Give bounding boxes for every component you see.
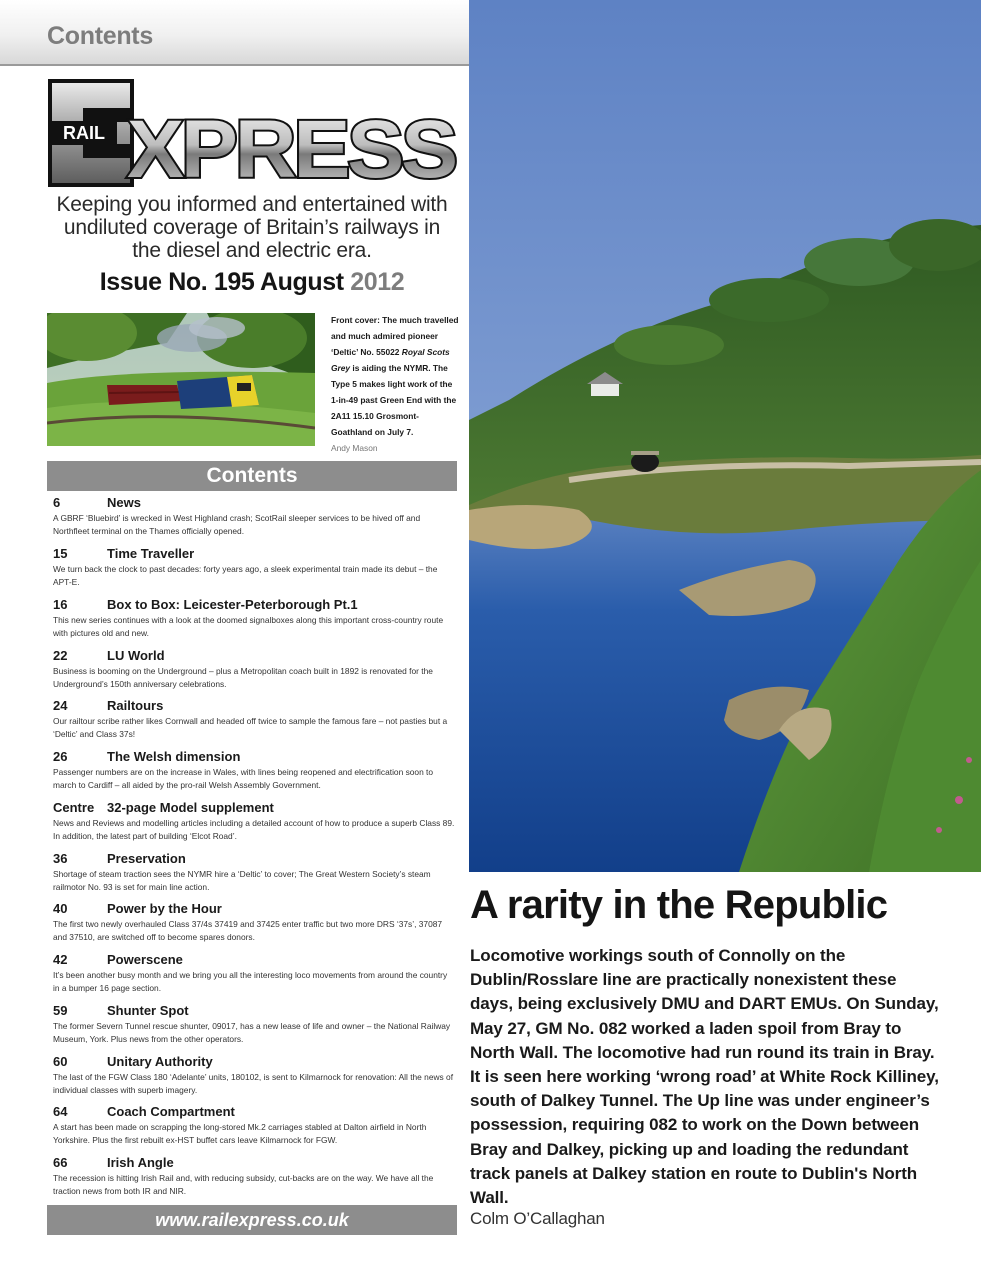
- entry-desc: The last of the FGW Class 180 ‘Adelante’ units, 180102, is sent to Kilmarnock for renovation: All the news of individual classes with superb imagery.: [53, 1072, 454, 1095]
- contents-heading: Contents: [47, 461, 457, 491]
- entry-desc: It’s been another busy month and we bring you all the interesting loco movements from around the country in a bumper 16 page section.: [53, 970, 448, 993]
- entry-desc: Our railtour scribe rather likes Cornwall and headed off twice to sample the famous fare – not pasties but a ‘Deltic’ and Class 37s!: [53, 716, 448, 739]
- entry-desc: The former Severn Tunnel rescue shunter, 09017, has a new lease of life and owner – the National Railway Museum, York. Plus news from the other operators.: [53, 1021, 451, 1044]
- feature-body: Locomotive workings south of Connolly on the Dublin/Rosslare line are practically nonexistent these days, being exclusively DMU and DART EMUs. On Sunday, May 27, GM No. 082 worked a laden spoil from Bray to North Wall. The locomotive had run round its train in Bray. It is seen here working ‘wrong road’ at White Rock Killiney, south of Dalkey Tunnel. The Up line was under engineer’s possession, requiring 082 to work on the Down between Bray and Dalkey, picking up and loading the redundant track panels at Dalkey station en route to Dublin's North Wall.: [470, 946, 939, 1208]
- cover-caption-text: Front cover: The much travelled and much admired pioneer ‘Deltic’ No. 55022: [331, 315, 459, 357]
- contents-entry[interactable]: [53, 597, 455, 640]
- contents-entry[interactable]: [53, 851, 455, 894]
- contents-entry[interactable]: [53, 1104, 455, 1147]
- entry-page: 60: [53, 1054, 68, 1069]
- cover-caption-text-2: is aiding the NYMR. The Type 5 makes light work of the 1-in-49 past Green End with the 2A11 15.10 Grosmont-Goathland on July 7.: [331, 363, 457, 437]
- issue-line: [47, 268, 457, 297]
- entry-page: 36: [53, 851, 68, 866]
- entry-title: LU World: [107, 648, 165, 663]
- contents-entry[interactable]: [53, 698, 455, 741]
- entry-page: 59: [53, 1003, 68, 1018]
- entry-title: Irish Angle: [107, 1155, 174, 1170]
- entry-title: News: [107, 495, 141, 510]
- svg-text:XPRESS: XPRESS: [127, 104, 456, 190]
- cover-caption: [331, 312, 459, 456]
- contents-entry[interactable]: [53, 901, 455, 944]
- contents-entry[interactable]: [53, 749, 455, 792]
- entry-title: Power by the Hour: [107, 901, 222, 916]
- entry-desc: We turn back the clock to past decades: forty years ago, a sleek experimental train made its debut – the APT-E.: [53, 564, 438, 587]
- section-header: [0, 0, 469, 66]
- entry-title: The Welsh dimension: [107, 749, 241, 764]
- cover-photo: [47, 313, 315, 446]
- entry-page: 22: [53, 648, 68, 663]
- entry-page: 16: [53, 597, 68, 612]
- entry-desc: Business is booming on the Underground – plus a Metropolitan coach built in 1892 is renovated for the Underground’s 150th anniversary celebrations.: [53, 666, 433, 689]
- entry-desc: The recession is hitting Irish Rail and, with reducing subsidy, cut-backs are on the way. We have all the traction news from both IR and NIR.: [53, 1173, 434, 1196]
- feature-photo: [469, 0, 981, 872]
- feature-headline: A rarity in the Republic: [470, 883, 888, 927]
- contents-entry[interactable]: [53, 952, 455, 995]
- entry-desc: A start has been made on scrapping the long-stored Mk.2 carriages stabled at Dalton airfield in North Yorkshire. Plus the first rebuilt ex-HST buffet cars leave Kilmarnock for FGW.: [53, 1122, 427, 1145]
- contents-list: [47, 495, 457, 1203]
- entry-title: Time Traveller: [107, 546, 195, 561]
- contents-entry[interactable]: [53, 1155, 455, 1198]
- entry-page: 15: [53, 546, 68, 561]
- entry-desc: Passenger numbers are on the increase in Wales, with lines being reopened and electrification soon to march to Cardiff – all aided by the pro-rail Welsh Assembly Government.: [53, 767, 434, 790]
- entry-page: 42: [53, 952, 68, 967]
- feature-credit: Colm O’Callaghan: [470, 1209, 605, 1228]
- entry-title: Preservation: [107, 851, 186, 866]
- logo-rail: RAIL: [63, 123, 105, 143]
- entry-title: Box to Box: Leicester-Peterborough Pt.1: [107, 597, 358, 612]
- rail-express-logo: [47, 78, 459, 190]
- entry-page: Centre: [53, 800, 95, 815]
- entry-page: 24: [53, 698, 68, 713]
- entry-desc: This new series continues with a look at the doomed signalboxes along this important cross-country route with pictures old and new.: [53, 615, 444, 638]
- contents-entry[interactable]: [53, 1054, 455, 1097]
- entry-title: Railtours: [107, 698, 164, 713]
- entry-page: 40: [53, 901, 68, 916]
- entry-page: 64: [53, 1104, 68, 1119]
- contents-entry[interactable]: [53, 495, 455, 538]
- contents-entry[interactable]: [53, 648, 455, 691]
- cover-credit: Andy Mason: [331, 443, 378, 453]
- contents-entry[interactable]: [53, 546, 455, 589]
- entry-title: Coach Compartment: [107, 1104, 235, 1119]
- entry-page: 6: [53, 495, 61, 510]
- entry-title: Shunter Spot: [107, 1003, 189, 1018]
- entry-page: 66: [53, 1155, 68, 1170]
- entry-desc: The first two newly overhauled Class 37/4s 37419 and 37425 enter traffic but two more DRS ‘37s’, 37087 and 37510, are switched off to become spares donors.: [53, 919, 443, 942]
- website-link[interactable]: www.railexpress.co.uk: [47, 1205, 457, 1235]
- entry-desc: News and Reviews and modelling articles including a detailed account of how to produce a superb Class 89. In addition, the latest part of building ‘Elcot Road’.: [53, 818, 455, 841]
- contents-entry[interactable]: [53, 1003, 455, 1046]
- section-title: Contents: [47, 22, 153, 50]
- tagline: Keeping you informed and entertained with undiluted coverage of Britain’s railways in the diesel and electric era.: [56, 193, 448, 262]
- entry-title: 32-page Model supplement: [107, 800, 274, 815]
- entry-title: Unitary Authority: [107, 1054, 213, 1069]
- cover-caption-loco-name: Royal Scots Grey: [331, 347, 450, 373]
- entry-page: 26: [53, 749, 68, 764]
- issue-number: Issue No. 195 August: [99, 268, 344, 296]
- entry-desc: Shortage of steam traction sees the NYMR hire a ‘Deltic’ to cover; The Great Western Society’s steam railmotor No. 93 is set for main line action.: [53, 869, 431, 892]
- contents-entry[interactable]: [53, 800, 455, 843]
- entry-title: Powerscene: [107, 952, 183, 967]
- issue-year: 2012: [350, 268, 405, 296]
- entry-desc: A GBRF ‘Bluebird’ is wrecked in West Highland crash; ScotRail sleeper services to be hived off and Northfleet terminal on the Thames officially opened.: [53, 513, 421, 536]
